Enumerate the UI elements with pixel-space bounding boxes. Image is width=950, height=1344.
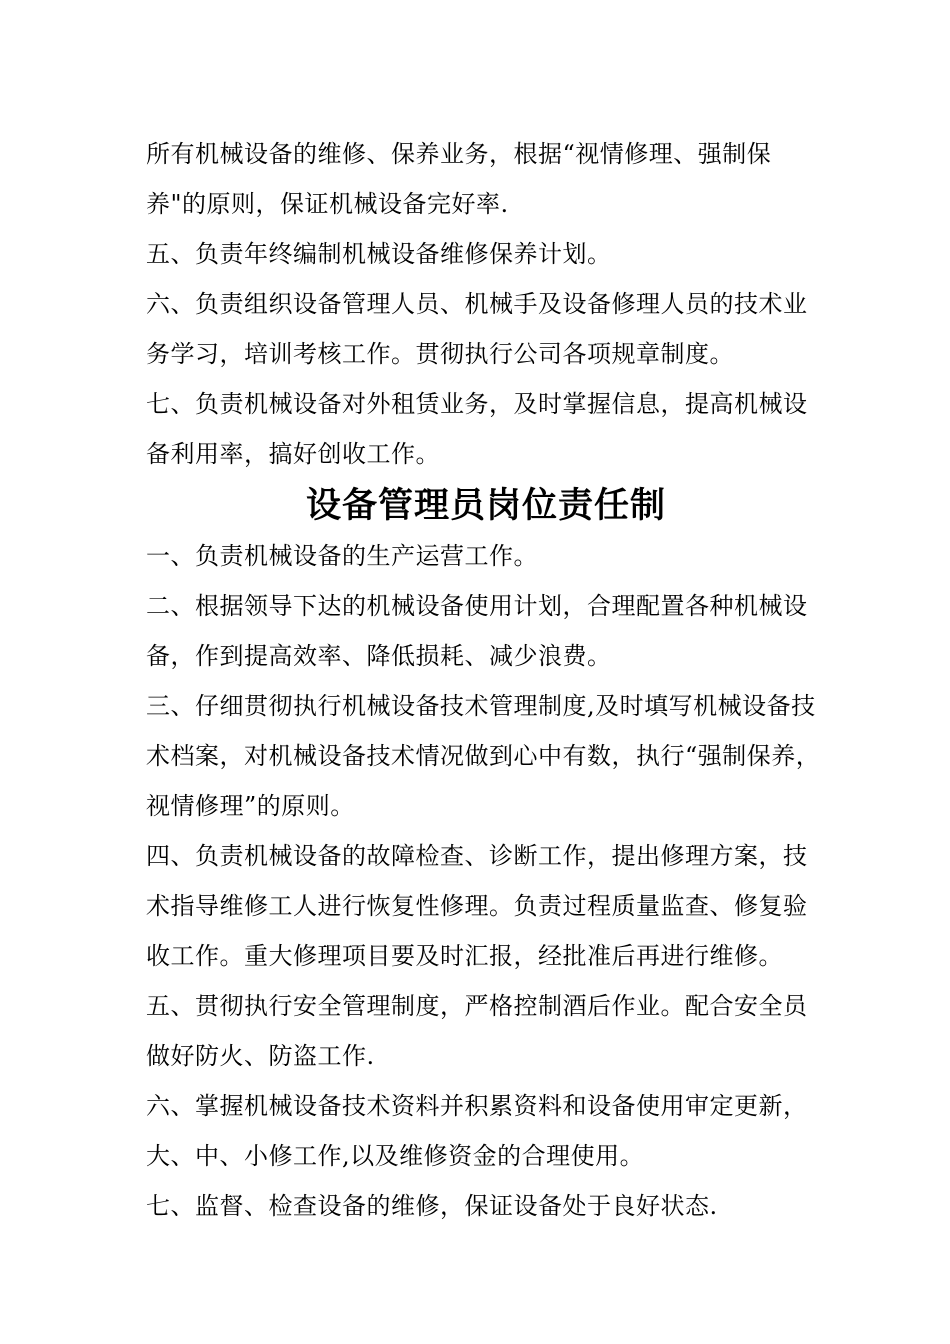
text-line: 二、根据领导下达的机械设备使用计划，合理配置各种机械设: [146, 592, 808, 620]
text-line: 三、仔细贯彻执行机械设备技术管理制度,及时填写机械设备技: [146, 692, 816, 720]
previous-section-continuation: [146, 129, 826, 479]
text-line: 大、中、小修工作,以及维修资金的合理使用。: [146, 1142, 645, 1170]
text-line: 七、监督、检查设备的维修，保证设备处于良好状态.: [146, 1192, 718, 1220]
text-line: 务学习，培训考核工作。贯彻执行公司各项规章制度。: [146, 340, 734, 368]
text-line: 一、负责机械设备的生产运营工作。: [146, 542, 538, 570]
section-title: 设备管理员岗位责任制: [305, 485, 666, 526]
text-line: 六、掌握机械设备技术资料并积累资料和设备使用审定更新，: [146, 1092, 808, 1120]
text-line: 备，作到提高效率、降低损耗、减少浪费。: [146, 642, 612, 670]
text-line: 四、负责机械设备的故障检查、诊断工作，提出修理方案，技: [146, 842, 808, 870]
text-line: 所有机械设备的维修、保养业务，根据“视情修理、强制保: [146, 140, 772, 168]
text-line: 备利用率，搞好创收工作。: [146, 440, 440, 468]
text-line: 术档案，对机械设备技术情况做到心中有数，执行“强制保养，: [146, 742, 821, 770]
text-line: 收工作。重大修理项目要及时汇报，经批准后再进行维修。: [146, 942, 783, 970]
document-body: [146, 129, 826, 1231]
text-line: 视情修理”的原则。: [146, 792, 355, 820]
text-line: 六、负责组织设备管理人员、机械手及设备修理人员的技术业: [146, 290, 808, 318]
text-line: 术指导维修工人进行恢复性修理。负责过程质量监查、修复验: [146, 892, 808, 920]
text-line: 五、贯彻执行安全管理制度，严格控制酒后作业。配合安全员: [146, 992, 808, 1020]
text-line: 五、负责年终编制机械设备维修保养计划。: [146, 240, 612, 268]
responsibility-list: [146, 531, 826, 1231]
text-line: 养"的原则，保证机械设备完好率.: [146, 190, 509, 218]
text-line: 做好防火、防盗工作.: [146, 1042, 375, 1070]
text-line: 七、负责机械设备对外租赁业务，及时掌握信息，提高机械设: [146, 390, 808, 418]
